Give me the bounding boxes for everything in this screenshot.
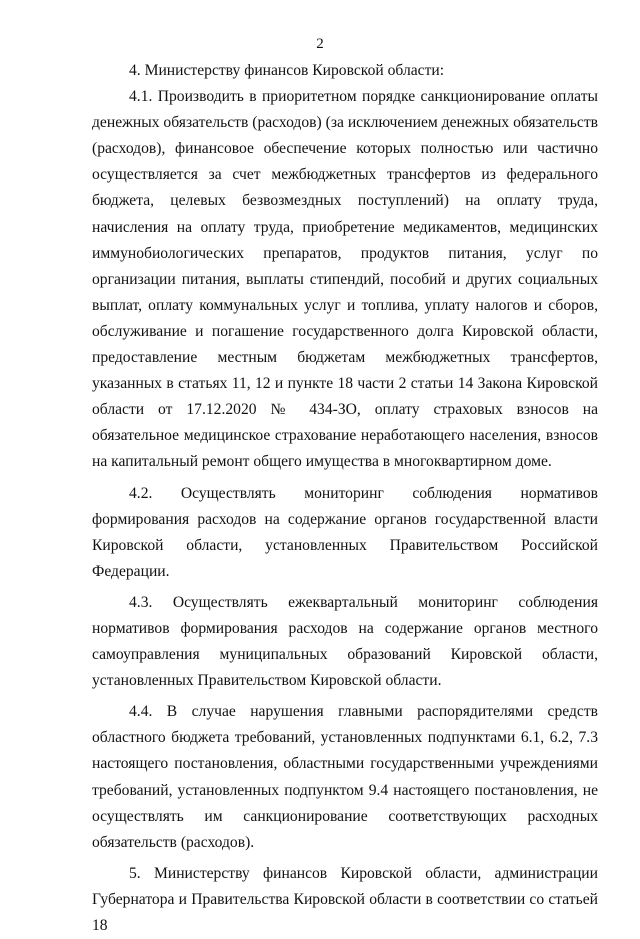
paragraph-4-3: 4.3. Осуществлять ежеквартальный мониторинг соблюдения нормативов формирования расходов на содержание органов местного самоуправления муниципальных образований Кировской области, установленных Правительством Кировской области. [92,593,598,690]
page-number: 2 [316,36,324,52]
paragraph-4-4: 4.4. В случае нарушения главными распорядителями средств областного бюджета требований, установленных подпунктами 6.1, 6.2, 7.3 настоящего постановления, областными государственными учреждениями требований, установленных подпунктом 9.4 настоящего постановления, не осуществлять им санкционирование соответствующих расходных обязательств (расходов). [92,703,598,851]
paragraph-4-1: 4.1. Производить в приоритетном порядке санкционирование оплаты денежных обязательств (расходов) (за исключением денежных обязательств (расходов), финансовое обеспечение которых полностью или частично осуществляется за счет межбюджетных трансфертов из федерального бюджета, целевых безвозмездных поступлений) на оплату труда, начисления на оплату труда, приобретение медикаментов, медицинских иммунобиологических препаратов, продуктов питания, услуг по организации питания, выплаты стипендий, пособий и других социальных выплат, оплату коммунальных услуг и топлива, уплату налогов и сборов, обслуживание и погашение государственного долга Кировской области, предоставление местным бюджетам межбюджетных трансфертов, указанных в статьях 11, 12 и пункте 18 части 2 статьи 14 Закона Кировской области от 17.12.2020 № 434-ЗО, оплату страховых взносов на обязательное медицинское страхование неработающего населения, взносов на капитальный ремонт общего имущества в многоквартирном доме. [92,88,598,471]
document-body [92,58,598,939]
paragraph-section-5: 5. Министерству финансов Кировской области, администрации Губернатора и Правительства Кировской области в соответствии со статьей 18 [92,864,598,934]
paragraph-section-4: 4. Министерству финансов Кировской области: [129,62,445,79]
paragraph-4-2: 4.2. Осуществлять мониторинг соблюдения нормативов формирования расходов на содержание органов государственной власти Кировской области, установленных Правительством Российской Федерации. [92,484,598,580]
